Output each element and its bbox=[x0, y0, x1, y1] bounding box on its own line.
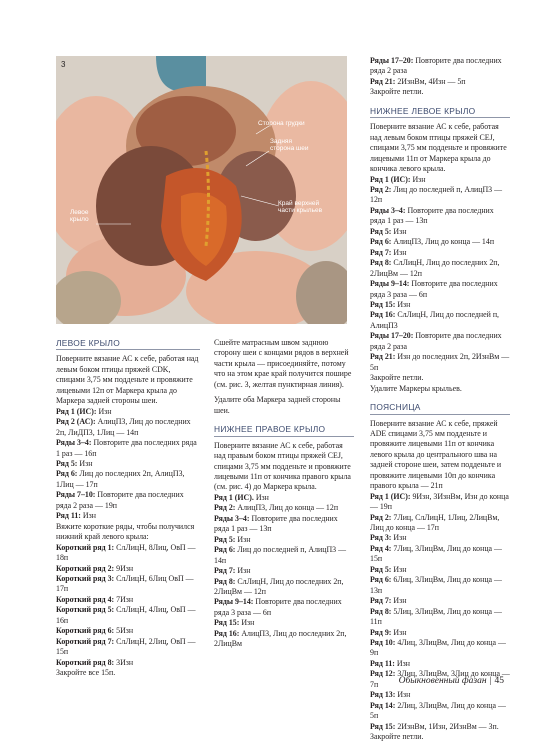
row-text: 7Лиц, СлЛицН, 1Лиц, 2ЛицВм, Лиц до конца — 17п bbox=[370, 512, 500, 533]
row-text: Изн bbox=[391, 533, 407, 543]
row-label: Ряд 10: bbox=[370, 638, 396, 648]
row-text: 9Изн bbox=[114, 563, 134, 573]
instruction-row bbox=[56, 543, 200, 564]
knitting-photo bbox=[56, 56, 347, 324]
instruction-row bbox=[370, 352, 510, 373]
row-text: Повторите два последних ряда 3 раза — 6п bbox=[370, 279, 498, 299]
row-label: Ряд 2: bbox=[370, 184, 392, 194]
paragraph-intro-right: Поверните вязание АС к себе, работая над правым боком птицы пряжей CEJ, спицами 3,75 мм подденьте и провяжите лицевыми 11п от кончика правого крыла (см. рис. 4) до Маркера крыла. bbox=[214, 440, 351, 492]
rows-continued bbox=[370, 56, 510, 87]
instruction-row bbox=[214, 514, 354, 535]
column-lower-right-wing bbox=[214, 338, 354, 650]
instruction-row bbox=[56, 407, 200, 417]
row-text: Изн до последних 2п, 2ИзнВм — 5п bbox=[370, 352, 510, 372]
row-text: Лиц до последней п, АлицП3 — 14п bbox=[214, 545, 346, 565]
heading-lower-right-wing: НИЖНЕЕ ПРАВОЕ КРЫЛО bbox=[214, 424, 354, 436]
row-label: Ряд 7: bbox=[214, 566, 236, 576]
row-label: Ряд 7: bbox=[370, 596, 392, 606]
instruction-row bbox=[56, 511, 200, 521]
row-text: Повторите два последних ряда 2 раза bbox=[370, 56, 502, 76]
paragraph-intro: Поверните вязание АС к себе, работая над левым боком птицы пряжей CDK, спицами 3,75 мм подденьте и провяжите лицевыми 12п от Маркера крыла до Маркера задней стороны шеи. bbox=[56, 354, 199, 406]
row-text: СлЛицН, 4Лиц, ОвП — 16п bbox=[56, 605, 196, 625]
row-label: Ряд 21: bbox=[370, 76, 396, 86]
instruction-row bbox=[370, 310, 510, 331]
instruction-row bbox=[56, 595, 200, 605]
row-label: Ряд 8: bbox=[214, 576, 236, 586]
instruction-row bbox=[370, 638, 510, 659]
paragraph-top-close: Закройте петли. bbox=[370, 87, 424, 97]
rows-list bbox=[56, 407, 200, 522]
instruction-row bbox=[214, 535, 354, 545]
instruction-row bbox=[370, 544, 510, 565]
row-label: Ряды 9–14: bbox=[214, 597, 254, 607]
label-left-wing: Левое крыло bbox=[70, 209, 89, 223]
row-text: Повторите два последних ряда 1 раз — 13п bbox=[370, 205, 494, 226]
instruction-row bbox=[370, 227, 510, 237]
instruction-row bbox=[214, 503, 354, 513]
instruction-row bbox=[214, 493, 354, 503]
row-text: АлицП3, Лиц до последних 2п, 2ЛицВм bbox=[214, 628, 347, 649]
row-label: Ряд 7: bbox=[370, 247, 392, 257]
row-label: Ряды 3–4: bbox=[56, 438, 92, 448]
row-label: Ряд 11: bbox=[370, 658, 395, 668]
paragraph-seam: Сшейте матрасным швом заднюю сторону шеи с концами рядов в верхней части крыла — присоединяйте, потому что на этом крае край получится пошире (см. рис. 3, желтая пунктирная линия). bbox=[214, 338, 352, 389]
instruction-row bbox=[370, 575, 510, 596]
row-text: 7Лиц, 3ЛицВм, Лиц до конца — 15п bbox=[370, 543, 502, 564]
paragraph-intro-back: Поверните вязание АС к себе, пряжей ADE спицами 3,75 мм подденьте и провяжите лицевыми 11п от кончика левого крыла до центрального шва на задней стороне шеи, затем подденьте и провяжите лицевыми 10п до кончика правого крыла — 21п bbox=[370, 418, 502, 491]
instruction-row bbox=[56, 658, 200, 668]
label-right-side: Сторона грудки bbox=[258, 120, 305, 127]
row-label: Ряд 4: bbox=[370, 543, 392, 553]
row-label: Ряд 1 (ИС). bbox=[214, 492, 254, 502]
row-text: Изн bbox=[239, 618, 255, 628]
row-label: Ряд 15: bbox=[370, 299, 396, 309]
short-rows-list bbox=[56, 543, 200, 668]
row-text: АлицП3, Лиц до последних 2п, ЛиДП3, 1Лиц — 14п bbox=[56, 417, 191, 437]
instruction-row bbox=[56, 490, 200, 511]
row-label: Короткий ряд 5: bbox=[56, 605, 115, 615]
row-text: СлЛицН, Лиц до последних 2п, 2ЛицВм — 12п bbox=[370, 258, 500, 278]
row-text: Изн bbox=[391, 226, 407, 236]
instruction-row bbox=[370, 56, 510, 77]
row-label: Ряды 3–4: bbox=[370, 205, 406, 215]
row-label: Ряд 5: bbox=[56, 458, 78, 468]
instruction-row bbox=[56, 574, 200, 595]
instruction-row bbox=[370, 690, 510, 700]
row-text: Изн bbox=[235, 534, 251, 544]
row-text: СлЛицН, 8Лиц, ОвП — 18п bbox=[56, 542, 196, 563]
instruction-row bbox=[56, 637, 200, 658]
instruction-row bbox=[370, 596, 510, 606]
row-label: Ряд 5: bbox=[214, 534, 236, 544]
paragraph-intro-left: Поверните вязание АС к себе, работая над левым боком птицы пряжей CEJ, спицами 3,75 мм подденьте и провяжите лицевыми 11п от Маркера крыла до кончика левого крыла. bbox=[370, 122, 507, 174]
footer-separator: | bbox=[489, 676, 492, 686]
row-text: АлицП3, Лиц до конца — 14п bbox=[391, 237, 495, 247]
row-text: Изн bbox=[391, 564, 407, 574]
row-label: Ряд 3: bbox=[370, 533, 392, 543]
instruction-row bbox=[370, 258, 510, 279]
heading-lower-left-wing: НИЖНЕЕ ЛЕВОЕ КРЫЛО bbox=[370, 106, 510, 118]
paragraph-close-back: Закройте петли. bbox=[370, 732, 424, 742]
row-text: Изн bbox=[394, 658, 410, 668]
book-title: Обыкновенный фазан bbox=[398, 676, 487, 686]
row-label: Ряд 21: bbox=[370, 352, 396, 362]
row-text: Изн bbox=[80, 511, 96, 521]
label-edge-top-wing: Край верхней части крыльев bbox=[278, 200, 323, 214]
row-label: Короткий ряд 3: bbox=[56, 573, 115, 583]
instruction-row bbox=[370, 237, 510, 247]
row-label: Ряд 1 (ИС): bbox=[370, 174, 411, 184]
paragraph-close-left: Закройте петли. bbox=[370, 373, 424, 383]
paragraph-remove-wing-markers: Удалите Маркеры крыльев. bbox=[370, 383, 462, 393]
row-label: Ряд 1 (ИС): bbox=[370, 491, 411, 501]
row-label: Короткий ряд 2: bbox=[56, 563, 115, 573]
instruction-row bbox=[370, 248, 510, 258]
row-label: Ряд 2: bbox=[370, 512, 392, 522]
row-label: Короткий ряд 7: bbox=[56, 636, 115, 646]
row-text: 2ИзнВм, 4Изн — 5п bbox=[395, 76, 466, 86]
instruction-row bbox=[370, 513, 510, 534]
row-label: Ряд 15: bbox=[370, 721, 396, 731]
row-text: Изн bbox=[395, 690, 411, 700]
page-number: 45 bbox=[494, 676, 504, 686]
instruction-row bbox=[370, 659, 510, 669]
row-text: Изн bbox=[391, 627, 407, 637]
row-label: Ряд 15: bbox=[214, 618, 240, 628]
row-text: Изн bbox=[96, 406, 112, 416]
instruction-row bbox=[370, 300, 510, 310]
instruction-row bbox=[56, 564, 200, 574]
row-label: Ряд 1 (ИС): bbox=[56, 406, 97, 416]
instruction-row bbox=[214, 597, 354, 618]
row-label: Ряды 9–14: bbox=[370, 279, 410, 289]
column-lower-left-wing bbox=[370, 56, 510, 743]
row-text: Изн bbox=[410, 174, 426, 184]
row-text: 2ИзнВм, 1Изн, 2ИзнВм — 3п. bbox=[395, 721, 499, 731]
instruction-row bbox=[370, 492, 510, 513]
row-text: 4Лиц, 3ЛицВм, Лиц до конца — 9п bbox=[370, 638, 506, 658]
row-text: Повторите два последних ряда 2 раза — 19п bbox=[56, 490, 184, 510]
rows-list-right bbox=[214, 493, 354, 650]
instruction-row bbox=[370, 185, 510, 206]
instruction-row bbox=[370, 533, 510, 543]
column-left-wing bbox=[56, 338, 200, 679]
instruction-row bbox=[56, 626, 200, 636]
row-label: Ряд 2: bbox=[214, 503, 236, 513]
paragraph-close: Закройте все 15п. bbox=[56, 668, 116, 678]
row-text: 5Лиц, 3ЛицВм, Лиц до конца — 11п bbox=[370, 606, 502, 627]
rows-list-left bbox=[370, 175, 510, 374]
instruction-row bbox=[370, 77, 510, 87]
instruction-row bbox=[214, 566, 354, 576]
row-text: СлЛицН, Лиц до последней п, АлицП3 bbox=[370, 310, 500, 330]
row-label: Ряд 13: bbox=[370, 690, 396, 700]
instruction-row bbox=[56, 438, 200, 459]
row-label: Ряд 5: bbox=[370, 226, 392, 236]
instruction-row bbox=[370, 331, 510, 352]
instruction-row bbox=[370, 701, 510, 722]
instruction-row bbox=[56, 605, 200, 626]
photo-illustration bbox=[56, 56, 347, 324]
instruction-row bbox=[56, 459, 200, 469]
figure-number: 3 bbox=[61, 60, 66, 69]
row-text: Изн bbox=[395, 299, 411, 309]
row-text: Изн bbox=[253, 492, 269, 502]
row-label: Ряд 16: bbox=[370, 310, 396, 320]
instruction-row bbox=[56, 417, 200, 438]
row-text: СлЛицН, 6Лиц ОвП — 17п bbox=[56, 573, 194, 594]
page-footer bbox=[399, 676, 504, 686]
row-label: Ряд 6: bbox=[370, 237, 392, 247]
instruction-row bbox=[56, 469, 200, 490]
instruction-row bbox=[370, 722, 510, 732]
row-text: 6Лиц, 3ЛицВм, Лиц до конца — 13п bbox=[370, 575, 502, 595]
row-label: Ряд 8: bbox=[370, 258, 392, 268]
instruction-row bbox=[214, 618, 354, 628]
row-text: Изн bbox=[235, 566, 251, 576]
row-text: 5Изн bbox=[114, 626, 134, 636]
rows-list-back bbox=[370, 492, 510, 732]
row-label: Ряд 5: bbox=[370, 564, 392, 574]
row-text: Лиц до последних 2п, АлицП3, 1Лиц — 17п bbox=[56, 469, 185, 489]
row-text: 3Лиц, 3ЛицВм, 3Лиц до конца — 7п bbox=[370, 669, 510, 689]
row-label: Ряд 8: bbox=[370, 606, 392, 616]
heading-lower-back: ПОЯСНИЦА bbox=[370, 402, 510, 414]
instruction-row bbox=[370, 175, 510, 185]
row-label: Ряд 6: bbox=[370, 575, 392, 585]
row-label: Ряды 3–4: bbox=[214, 513, 250, 523]
paragraph-short-intro: Вяжите короткие ряды, чтобы получился нижний край левого крыла: bbox=[56, 521, 195, 542]
row-text: 9Изн, 3ИзнВм, Изн до конца — 19п bbox=[370, 491, 509, 512]
row-text: АлицП3, Лиц до конца — 12п bbox=[235, 503, 339, 513]
row-text: 2Лиц, 3ЛицВм, Лиц до конца — 5п bbox=[370, 700, 506, 721]
instruction-row bbox=[370, 628, 510, 638]
row-label: Ряд 12: bbox=[370, 669, 396, 679]
label-back-neck: Задняя сторона шеи bbox=[270, 138, 309, 152]
row-text: СлЛицН, Лиц до последних 2п, 2ЛицВм — 12п bbox=[214, 576, 344, 596]
heading-left-wing: ЛЕВОЕ КРЫЛО bbox=[56, 338, 200, 350]
row-text: 7Изн bbox=[114, 594, 134, 604]
row-label: Короткий ряд 8: bbox=[56, 657, 115, 667]
row-label: Ряды 7–10: bbox=[56, 490, 96, 500]
row-label: Ряды 17–20: bbox=[370, 56, 414, 65]
instruction-row bbox=[370, 607, 510, 628]
row-label: Ряд 9: bbox=[370, 627, 392, 637]
row-text: Лиц до последней п, АлицП3 — 12п bbox=[370, 184, 502, 205]
instruction-row bbox=[370, 565, 510, 575]
row-label: Ряд 6: bbox=[56, 469, 78, 479]
paragraph-remove-markers: Удалите оба Маркера задней стороны шеи. bbox=[214, 395, 341, 415]
row-text: Изн bbox=[77, 458, 93, 468]
instruction-row bbox=[214, 629, 354, 650]
row-text: 3Изн bbox=[114, 657, 134, 667]
row-label: Ряд 14: bbox=[370, 700, 396, 710]
row-text: Повторите два последних ряда 1 раз — 16п bbox=[56, 438, 197, 458]
row-text: Повторите два последних ряда 2 раза bbox=[370, 331, 502, 351]
row-text: Изн bbox=[391, 247, 407, 257]
row-label: Короткий ряд 1: bbox=[56, 542, 115, 552]
row-text: Повторите два последних ряда 1 раз — 13п bbox=[214, 513, 338, 534]
instruction-row bbox=[214, 577, 354, 598]
row-label: Короткий ряд 6: bbox=[56, 626, 115, 636]
row-label: Ряд 2 (АС): bbox=[56, 417, 96, 427]
row-label: Ряд 6: bbox=[214, 545, 236, 555]
row-text: СлЛицН, 2Лиц, ОвП — 15п bbox=[56, 636, 196, 657]
row-text: Повторите два последних ряда 3 раза — 6п bbox=[214, 597, 342, 617]
row-label: Ряды 17–20: bbox=[370, 331, 414, 341]
row-label: Ряд 11: bbox=[56, 511, 81, 521]
instruction-row bbox=[370, 279, 510, 300]
instruction-row bbox=[370, 206, 510, 227]
instruction-row bbox=[214, 545, 354, 566]
row-text: Изн bbox=[391, 596, 407, 606]
row-label: Ряд 16: bbox=[214, 628, 240, 638]
row-label: Короткий ряд 4: bbox=[56, 594, 115, 604]
